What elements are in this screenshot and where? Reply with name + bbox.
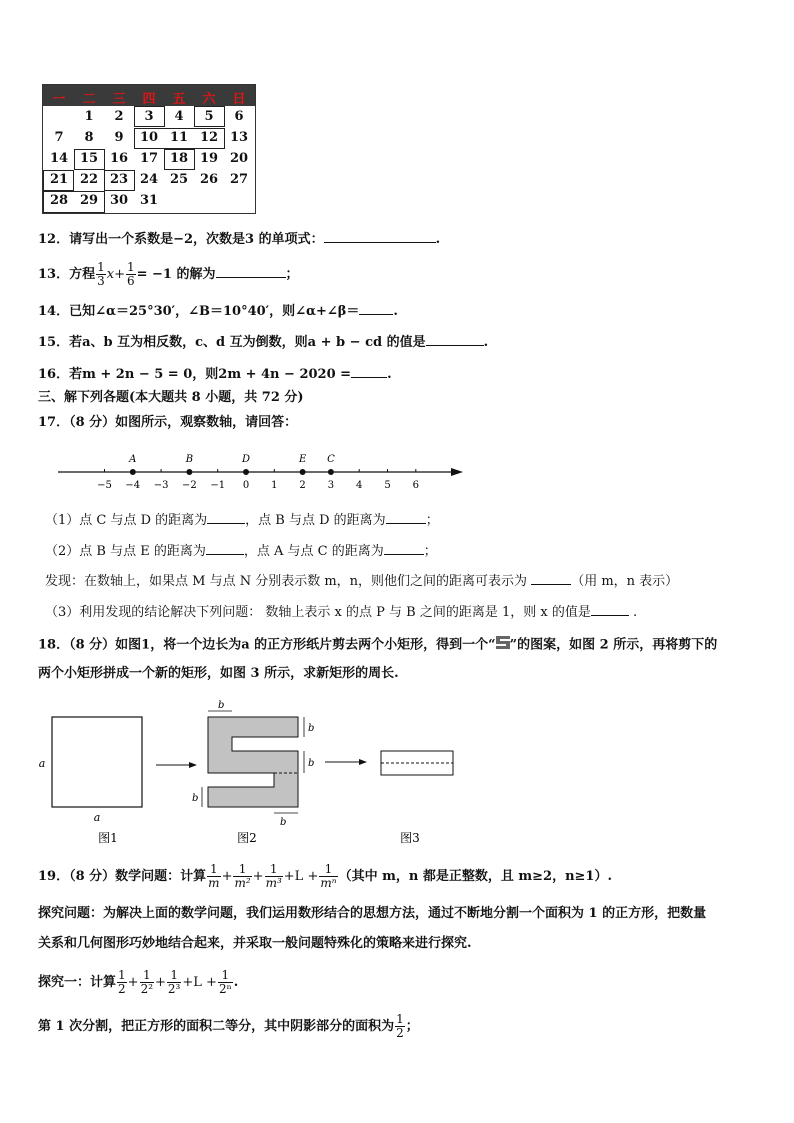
q19-paragraph-1: 探究问题：为解决上面的数学问题，我们运用数形结合的思想方法，通过不断地分割一个面积为 1 的正方形，把数量	[38, 906, 707, 921]
q13-pre: 13．方程	[38, 267, 96, 282]
number-line-point	[300, 469, 306, 475]
number-line-point-label: B	[185, 454, 194, 465]
denominator: 2²	[140, 982, 154, 996]
number-line-tick-label: −1	[210, 480, 226, 491]
question-17-title: 17．（8 分）如图所示，观察数轴，请回答：	[38, 415, 298, 430]
calendar-header-wed: 三	[112, 92, 126, 107]
calendar-day: 9	[114, 130, 124, 145]
answer-blank[interactable]	[207, 511, 245, 524]
calendar-header-thu: 四	[142, 92, 156, 107]
arrow-2-head	[359, 759, 367, 765]
caption-fig2: 图2	[237, 831, 257, 845]
calendar-day: 1	[84, 109, 94, 124]
fraction	[167, 969, 181, 996]
number-line-tick-label: 3	[327, 480, 335, 491]
denominator: 2ⁿ	[218, 982, 232, 996]
denominator: m²	[234, 876, 251, 890]
q12-end: .	[435, 232, 441, 247]
answer-blank[interactable]	[351, 365, 387, 378]
number-line-tick-label: 5	[384, 480, 391, 491]
q17-p1-end: ；	[425, 513, 439, 528]
calendar-day: 25	[169, 172, 189, 187]
ellipsis: +L +	[182, 975, 217, 990]
calendar-day: 3	[144, 109, 154, 124]
answer-blank[interactable]	[591, 603, 629, 616]
number-line-point	[243, 469, 249, 475]
calendar-day: 29	[79, 193, 99, 208]
question-15	[38, 333, 488, 351]
fraction	[140, 969, 154, 996]
calendar-header	[43, 85, 255, 106]
answer-blank[interactable]	[216, 265, 286, 278]
q18-line1	[38, 636, 717, 654]
q19-exploration-1: 探究一：计算 $\frac{1}{2}$ + $\frac{1}{\text{2²}}$ + $\frac{1}{\text{2³}}$ +L + $\frac{1}{\text{2ⁿ}}$ .	[38, 968, 239, 996]
calendar-day: 15	[79, 151, 99, 166]
fig2-label-b: b	[192, 793, 199, 804]
answer-blank[interactable]	[206, 542, 244, 555]
answer-blank[interactable]	[384, 542, 424, 555]
denominator: 2	[396, 1026, 404, 1040]
calendar-day: 8	[84, 130, 94, 145]
fraction	[395, 1013, 405, 1040]
caption-fig1: 图1	[98, 831, 118, 845]
q17-p1-text-a: （1）点 C 与点 D 的距离为	[45, 513, 208, 528]
q12-text: 12．请写出一个系数是−2，次数是3 的单项式：	[38, 232, 324, 247]
calendar-day: 18	[169, 151, 189, 166]
calendar-day: 7	[54, 130, 64, 145]
question-14	[38, 302, 398, 320]
fraction	[96, 261, 106, 288]
q13-equation-rest: = −1 的解为	[136, 267, 216, 282]
q16-text: 16．若m + 2n − 5 = 0，则2m + 4n − 2020 =	[38, 367, 352, 382]
q19-e1-end: .	[233, 975, 239, 990]
calendar-day: 16	[109, 151, 129, 166]
fraction	[126, 261, 136, 288]
q17-p1-text-b: ，点 B 与点 D 的距离为	[245, 513, 386, 528]
q19-s1-text: 第 1 次分割，把正方形的面积二等分，其中阴影部分的面积为	[38, 1019, 395, 1034]
number-line-point	[130, 469, 136, 475]
fig2-label-b: b	[218, 700, 225, 711]
calendar-header-sun: 日	[232, 92, 246, 107]
q17-find-end: （用 m，n 表示）	[571, 574, 679, 589]
number-line-tick-label: 1	[271, 480, 278, 491]
q18-text-b: ”的图案，如图 2 所示，再将剪下的	[509, 637, 718, 653]
denominator: mⁿ	[320, 876, 337, 890]
calendar-day: 22	[79, 172, 99, 187]
calendar-day: 28	[49, 193, 69, 208]
numerator: 1	[126, 260, 135, 274]
fig1-label-a-bottom: a	[93, 811, 101, 824]
numerator: 1	[218, 969, 233, 983]
number-line-arrow	[451, 468, 463, 476]
calendar-day: 10	[139, 130, 159, 145]
number-line-tick-label: −3	[153, 480, 169, 491]
calendar-day: 20	[229, 151, 249, 166]
calendar-day: 13	[229, 130, 249, 145]
question-12	[38, 230, 440, 248]
calendar-header-mon: 一	[52, 92, 66, 107]
q17-part3	[45, 603, 637, 621]
answer-blank[interactable]	[531, 572, 571, 585]
q18-line2: 两个小矩形拼成一个新的矩形，如图 3 所示，求新矩形的周长.	[38, 666, 399, 681]
numerator: 1	[97, 260, 105, 274]
denominator: m	[208, 876, 220, 890]
fig2-label-b: b	[308, 723, 315, 734]
calendar-day: 6	[234, 109, 244, 124]
numerator: 1	[118, 968, 126, 982]
number-line-point-label: D	[241, 454, 251, 465]
q17-part1	[45, 511, 439, 529]
q19-s1-end: ；	[405, 1019, 419, 1034]
q17-p2-text-b: ，点 A 与点 C 的距离为	[243, 544, 384, 559]
calendar-day: 30	[109, 193, 129, 208]
calendar-day: 5	[204, 109, 214, 124]
caption-fig3: 图3	[400, 831, 420, 845]
fraction	[233, 863, 251, 890]
q15-text: 15．若a、b 互为相反数，c、d 互为倒数，则a + b − cd 的值是	[38, 335, 426, 350]
denominator: 6	[126, 274, 135, 288]
numerator: 1	[265, 863, 283, 877]
number-line-tick-label: 4	[356, 480, 363, 491]
calendar-table	[42, 84, 256, 214]
q17-finding	[45, 572, 678, 590]
figure-2-s-shape	[208, 717, 298, 807]
number-line-tick-label: 0	[242, 480, 250, 491]
numerator: 1	[396, 1012, 404, 1026]
calendar-day: 14	[49, 151, 69, 166]
calendar-day: 4	[174, 109, 184, 124]
q17-p3-end: .	[632, 605, 638, 620]
calendar-day: 23	[109, 172, 129, 187]
q19-step-1	[38, 1010, 419, 1044]
answer-blank[interactable]	[426, 333, 484, 346]
ellipsis: +L +	[283, 869, 319, 884]
number-line-tick-label: −5	[97, 480, 112, 491]
calendar-day: 17	[139, 151, 159, 166]
answer-blank[interactable]	[386, 511, 426, 524]
plus-sign: +	[114, 267, 125, 282]
calendar-day: 21	[49, 172, 69, 187]
numerator: 1	[319, 863, 337, 877]
fraction	[117, 969, 127, 996]
calendar-header-fri: 五	[172, 92, 186, 107]
calendar-day: 24	[139, 172, 159, 187]
fraction	[218, 969, 233, 996]
variable-x: x	[106, 267, 115, 282]
q17-part2	[45, 542, 437, 560]
calendar-day: 2	[114, 109, 124, 124]
fig2-label-b: b	[280, 817, 287, 828]
fig2-label-b: b	[308, 758, 315, 769]
number-line-tick-label: 6	[412, 480, 419, 491]
calendar-day: 11	[169, 130, 189, 145]
q15-end: .	[483, 335, 489, 350]
numerator: 1	[140, 969, 154, 983]
q18-text-a: 18．（8 分）如图1，将一个边长为a 的正方形纸片剪去两个小矩形，得到一个“	[38, 637, 496, 653]
denominator: 2³	[167, 982, 181, 996]
calendar-day: 31	[139, 193, 159, 208]
numerator: 1	[167, 969, 181, 983]
q14-text: 14．已知∠α＝25°30′，∠B＝10°40′，则∠α+∠β＝	[38, 304, 360, 319]
number-line-point-label: E	[298, 454, 307, 465]
answer-blank[interactable]	[359, 302, 393, 315]
number-line-point-label: A	[129, 454, 137, 465]
fraction	[319, 863, 337, 890]
number-line-tick-label: −4	[125, 480, 141, 491]
q14-end: .	[393, 304, 398, 319]
section-heading: 三、解下列各题(本大题共 8 小题，共 72 分)	[38, 390, 304, 405]
calendar-header-tue: 二	[82, 92, 96, 107]
s-shape-icon	[496, 636, 510, 654]
q17-find-text: 发现：在数轴上，如果点 M 与点 N 分别表示数 m，n，则他们之间的距离可表示为	[45, 574, 528, 589]
fraction	[265, 863, 283, 890]
question-19: 19．（8 分）数学问题：计算 $\frac{1}{m}$ + $\frac{1}{\text{m²}}$ + $\frac{1}{\text{m³}}$ +L + $\frac{1}{\text{mⁿ}}$ （其中 m，n 都是正整数，且 m≥2，n≥1）.	[38, 862, 612, 890]
arrow-1-head	[189, 762, 197, 768]
q19-e1-pre: 探究一：计算	[38, 975, 117, 990]
denominator: m³	[265, 876, 282, 890]
numerator: 1	[207, 863, 220, 877]
number-line-point	[186, 469, 192, 475]
number-line-tick-label: −2	[182, 480, 197, 491]
q17-p3-text: （3）利用发现的结论解决下列问题： 数轴上表示 x 的点 P 与 B 之间的距离是 1，则 x 的值是	[45, 605, 591, 620]
q17-p2-text-a: （2）点 B 与点 E 的距离为	[45, 544, 206, 559]
q16-end: .	[387, 367, 392, 382]
calendar-day: 26	[199, 172, 219, 187]
calendar-day: 27	[229, 172, 249, 187]
q13-end: ；	[285, 267, 299, 282]
calendar-header-sat: 六	[202, 92, 216, 107]
question-16	[38, 365, 392, 383]
fig1-label-a-left: a	[38, 757, 46, 770]
q19-pre: 19．（8 分）数学问题：计算	[38, 869, 207, 884]
denominator: 2	[118, 982, 126, 996]
calendar-day: 19	[199, 151, 219, 166]
q19-paragraph-2: 关系和几何图形巧妙地结合起来，并采取一般问题特殊化的策略来进行探究.	[38, 936, 472, 951]
figure-1-square	[52, 717, 142, 807]
answer-blank[interactable]	[324, 230, 436, 243]
number-line-tick-label: 2	[299, 480, 306, 491]
q17-p2-end: ；	[423, 544, 437, 559]
numerator: 1	[233, 863, 251, 877]
number-line	[50, 445, 470, 495]
number-line-point	[328, 469, 334, 475]
question-13	[38, 260, 299, 290]
denominator: 3	[97, 274, 105, 288]
number-line-point-label: C	[327, 454, 335, 465]
fraction	[207, 863, 220, 890]
q19-post: （其中 m，n 都是正整数，且 m≥2，n≥1）.	[338, 869, 612, 884]
calendar-day: 12	[199, 130, 219, 145]
q18-figures	[30, 695, 470, 850]
